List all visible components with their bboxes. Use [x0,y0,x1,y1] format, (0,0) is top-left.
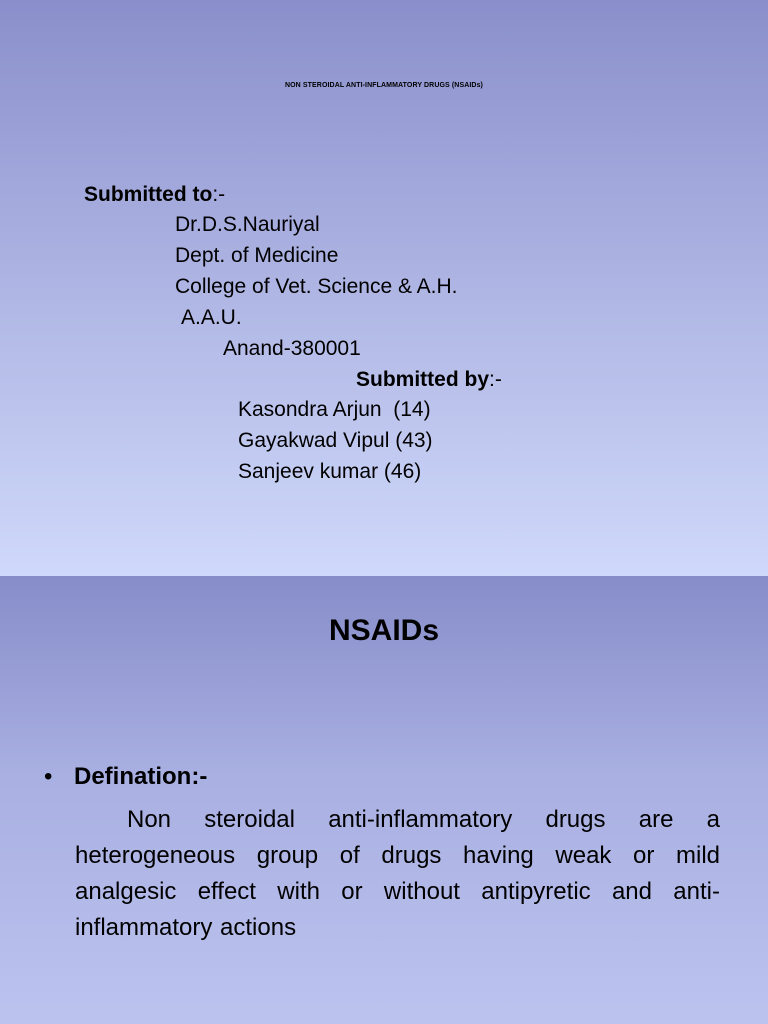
definition-paragraph [75,802,720,946]
definition-text: Non steroidal anti-inflammatory drugs are a heterogeneous group of drugs having weak or mild analgesic effect with or without antipyretic and anti-inflammatory actions [75,806,720,941]
submitted-by-label [356,369,502,390]
bullet-dot-icon: • [44,763,53,790]
submitted-to-suffix: :- [212,183,226,206]
bullet-item [44,763,207,791]
slide-heading: NSAIDs [328,614,440,647]
slide-title: NON STEROIDAL ANTI-INFLAMMATORY DRUGS (NSAIDs) [284,82,483,89]
submitted-by-suffix: :- [489,368,502,391]
slide-2 [0,576,768,1024]
submitted-to-line: Dr.D.S.Nauriyal [175,213,320,236]
submitted-to-label-text: Submitted to [84,183,213,206]
submitted-by-line: Kasondra Arjun (14) [238,398,431,421]
submitted-by-line: Gayakwad Vipul (43) [238,429,433,452]
submitted-to-line: A.A.U. [181,306,242,329]
submitted-to-line: College of Vet. Science & A.H. [175,275,458,298]
submitted-by-label-text: Submitted by [356,368,490,391]
submitted-by-line: Sanjeev kumar (46) [238,460,422,483]
bullet-label: Defination:- [74,763,208,790]
submitted-to-line: Dept. of Medicine [175,244,339,267]
submitted-to-line: Anand-380001 [223,337,361,360]
submitted-to-label [84,184,225,205]
